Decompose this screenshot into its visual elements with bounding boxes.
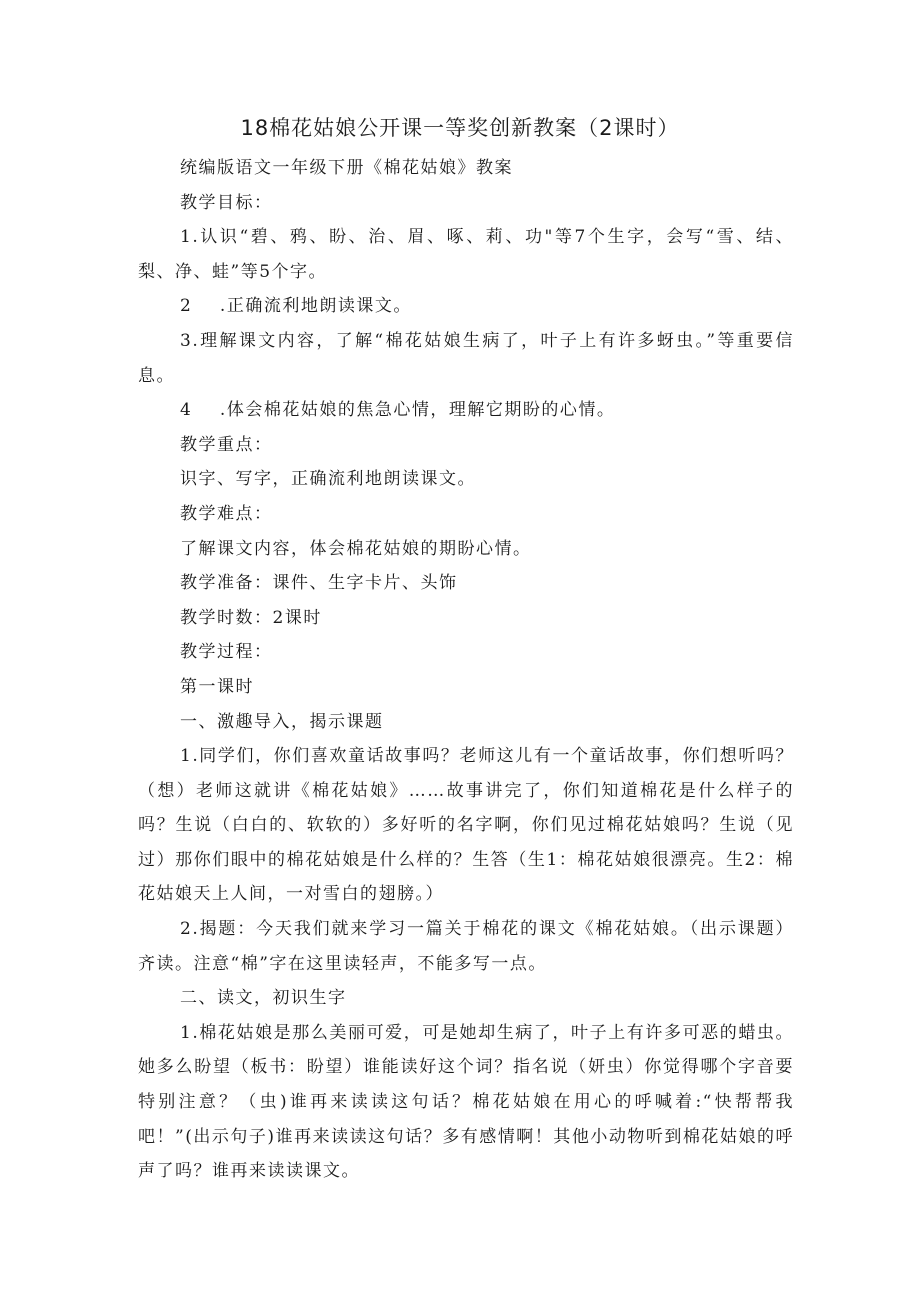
document-body xyxy=(138,151,794,1189)
paragraph-preparation: 教学准备：课件、生字卡片、头饰 xyxy=(180,573,458,594)
paragraph-section-two-step-1: 1.棉花姑娘是那么美丽可爱，可是她却生病了，叶子上有许多可恶的蜡虫。她多么盼望（板书：盼望）谁能读好这个词？指名说（妍虫）你觉得哪个字音要特别注意？（虫)谁再来读读这句话？棉花姑娘在用心的呼喊着:“快帮帮我吧！”(出示句子)谁再来读读这句话？多有感情啊！其他小动物听到棉花姑娘的呼声了吗？谁再来读读课文。 xyxy=(138,1022,794,1182)
paragraph-lesson-one: 第一课时 xyxy=(180,676,254,697)
paragraph-objective-2: 2 .正确流利地朗读课文。 xyxy=(180,296,412,317)
paragraph-section-one-step-1: 1.同学们，你们喜欢童话故事吗？老师这儿有一个童话故事，你们想听吗？（想）老师这就讲《棉花姑娘》……故事讲完了，你们知道棉花是什么样子的吗？生说（白白的、软软的）多好听的名字啊，你们见过棉花姑娘吗？生说（见过）那你们眼中的棉花姑娘是什么样的？生答（生1：棉花姑娘很漂亮。生2：棉花姑娘天上人间，一对雪白的翅膀。） xyxy=(138,746,794,905)
document-title: 18棉花姑娘公开课一等奖创新教案（2课时） xyxy=(240,116,680,140)
paragraph-process-heading: 教学过程： xyxy=(180,642,273,663)
paragraph-section-one-heading: 一、激趣导入，揭示课题 xyxy=(180,711,384,732)
paragraph-difficulties: 了解课文内容，体会棉花姑娘的期盼心情。 xyxy=(180,538,532,559)
paragraph-objective-3: 3.理解课文内容，了解“棉花姑娘生病了，叶子上有许多蚜虫。”等重要信息。 xyxy=(138,330,794,386)
paragraph-section-one-step-2: 2.揭题：今天我们就来学习一篇关于棉花的课文《棉花姑娘。（出示课题）齐读。注意“棉”字在这里读轻声，不能多写一点。 xyxy=(138,919,794,974)
paragraph-key-points: 识字、写字，正确流利地朗读课文。 xyxy=(180,469,476,490)
paragraph-objective-1: 1.认识“碧、鸦、盼、治、眉、啄、莉、功"等7个生字，会写“雪、结、梨、净、蛙”等5个字。 xyxy=(138,227,794,282)
paragraph-subtitle: 统编版语文一年级下册《棉花姑娘》教案 xyxy=(180,158,513,178)
paragraph-section-two-heading: 二、读文，初识生字 xyxy=(180,988,347,1009)
paragraph-difficulties-heading: 教学难点： xyxy=(180,503,273,524)
paragraph-objective-4: 4 .体会棉花姑娘的焦急心情，理解它期盼的心情。 xyxy=(180,400,616,421)
paragraph-objectives-heading: 教学目标： xyxy=(180,192,273,213)
paragraph-key-points-heading: 教学重点： xyxy=(180,434,273,455)
paragraph-hours: 教学时数：2课时 xyxy=(180,607,322,628)
